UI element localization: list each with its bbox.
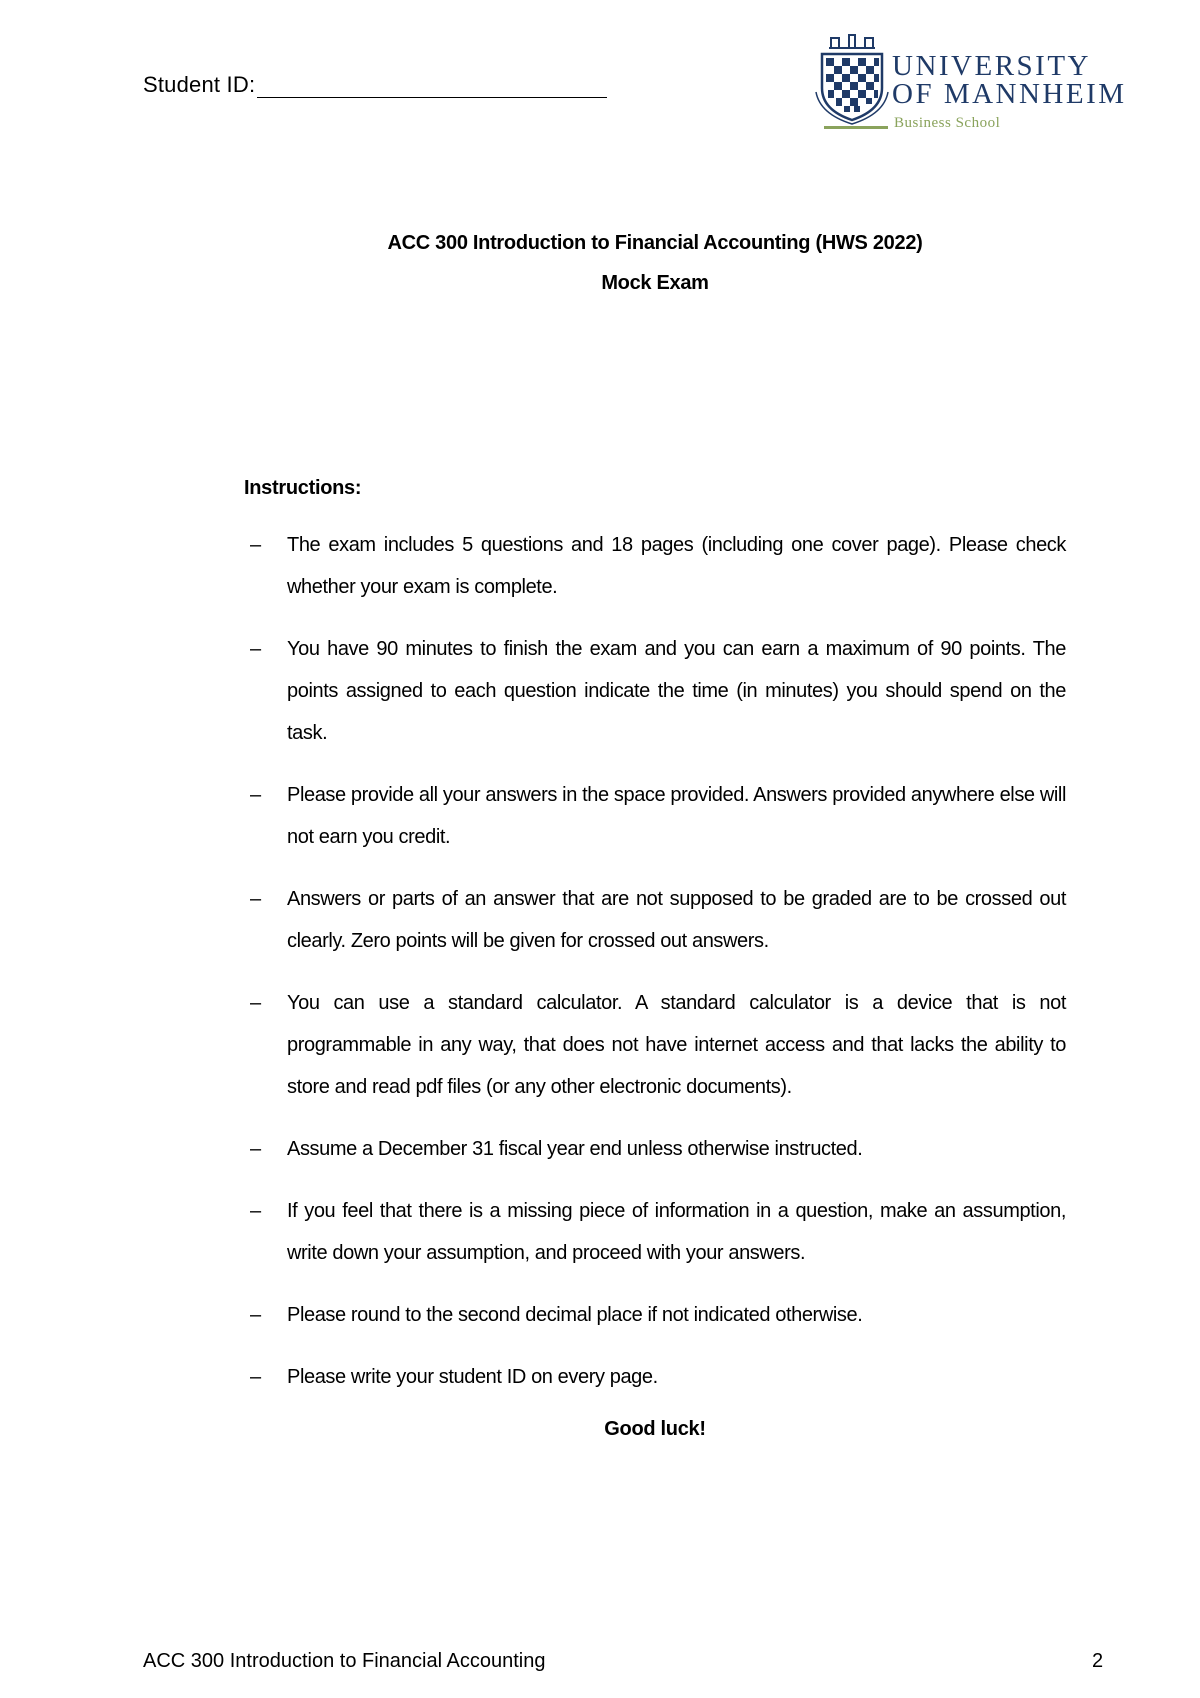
instruction-text: Please round to the second decimal place if not indicated otherwise. [287,1304,863,1326]
exam-title: Mock Exam [601,272,709,294]
exam-title-block [0,230,1200,296]
bullet-dash: – [250,888,261,910]
instruction-item [244,774,1066,858]
instruction-item [244,1128,1066,1170]
instruction-text: You can use a standard calculator. A standard calculator is a device that is not programmable in any way, that does not have internet access and that lacks the ability to store and read pdf files (or any other electronic documents). [287,992,1066,1098]
university-crest-icon [812,32,892,128]
instruction-item [244,1190,1066,1274]
instruction-text: The exam includes 5 questions and 18 pages (including one cover page). Please check whether your exam is complete. [287,534,1066,598]
bullet-dash: – [250,1304,261,1326]
instruction-text: Please provide all your answers in the space provided. Answers provided anywhere else will not earn you credit. [287,784,1066,848]
bullet-dash: – [250,1200,261,1222]
instruction-text: If you feel that there is a missing piece of information in a question, make an assumption, write down your assumption, and proceed with your answers. [287,1200,1066,1264]
bullet-dash: – [250,1138,261,1160]
logo-line-1: UNIVERSITY [892,50,1091,82]
bullet-dash: – [250,534,261,556]
logo-subtitle: Business School [894,115,1001,131]
university-logo [812,32,1152,134]
instruction-item [244,982,1066,1108]
student-id-label: Student ID: [143,72,256,97]
instruction-item [244,524,1066,608]
logo-wordmark [892,52,1127,108]
instruction-item [244,1356,1066,1398]
instructions-list [244,524,1066,1418]
instruction-item [244,1294,1066,1336]
instructions-heading: Instructions: [244,477,362,499]
logo-divider [824,126,888,129]
footer-page-number: 2 [1092,1650,1104,1672]
instruction-text: Please write your student ID on every page. [287,1366,658,1388]
footer-course-title: ACC 300 Introduction to Financial Accounting [143,1650,546,1672]
bullet-dash: – [250,638,261,660]
bullet-dash: – [250,1366,261,1388]
bullet-dash: – [250,992,261,1014]
student-id-field [143,72,607,98]
closing-text: Good luck! [604,1418,706,1440]
instruction-text: You have 90 minutes to finish the exam and you can earn a maximum of 90 points. The points assigned to each question indicate the time (in minutes) you should spend on the task. [287,638,1066,744]
instruction-item [244,878,1066,962]
bullet-dash: – [250,784,261,806]
course-title: ACC 300 Introduction to Financial Accounting (HWS 2022) [387,232,923,254]
logo-line-2: OF MANNHEIM [892,78,1127,110]
instruction-text: Answers or parts of an answer that are not supposed to be graded are to be crossed out clearly. Zero points will be given for crossed out answers. [287,888,1066,952]
student-id-blank-line [257,75,607,98]
instruction-text: Assume a December 31 fiscal year end unless otherwise instructed. [287,1138,863,1160]
instruction-item [244,628,1066,754]
